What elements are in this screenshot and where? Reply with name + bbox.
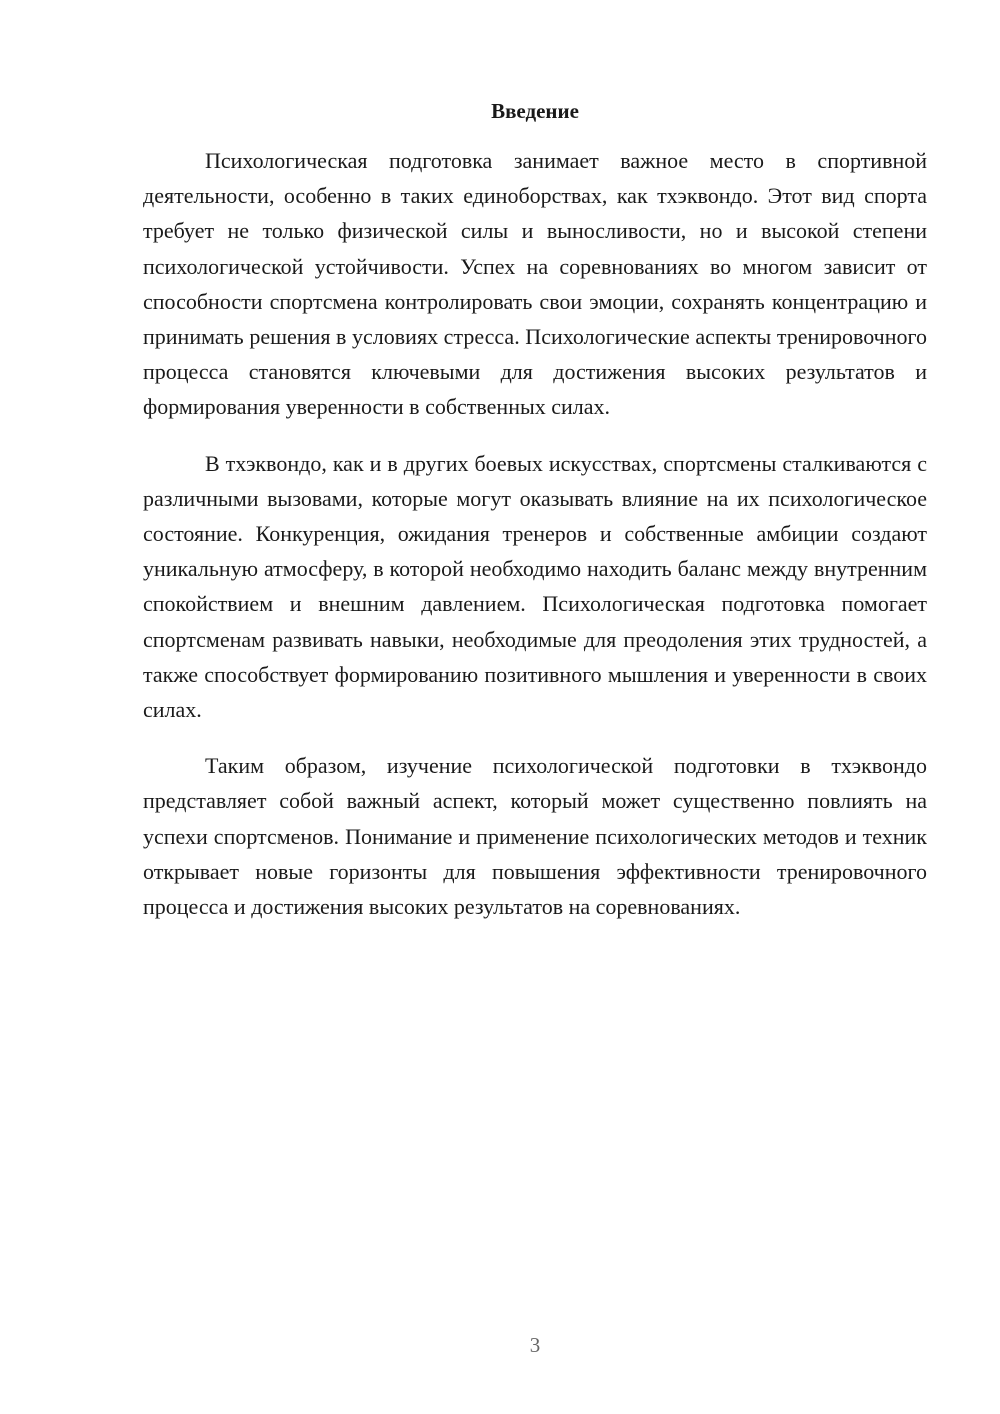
paragraph-1: Психологическая подготовка занимает важное место в спортивной деятельности, особенно в таких единоборствах, как тхэквондо. Этот вид спорта требует не только физической силы и выносливости, но и высокой степени психологической устойчивости. Успех на соревнованиях во многом зависит от способности спортсмена контролировать свои эмоции, сохранять концентрацию и принимать решения в условиях стресса. Психологические аспекты тренировочного процесса становятся ключевыми для достижения высоких результатов и формирования уверенности в собственных силах. [143,148,927,420]
document-body [143,143,927,945]
paragraph-2: В тхэквондо, как и в других боевых искусствах, спортсмены сталкиваются с различными вызовами, которые могут оказывать влияние на их психологическое состояние. Конкуренция, ожидания тренеров и собственные амбиции создают уникальную атмосферу, в которой необходимо находить баланс между внутренним спокойствием и внешним давлением. Психологическая подготовка помогает спортсменам развивать навыки, необходимые для преодоления этих трудностей, а также способствует формированию позитивного мышления и уверенности в своих силах. [143,450,927,723]
paragraph-3: Таким образом, изучение психологической подготовки в тхэквондо представляет собой важный аспект, который может существенно повлиять на успехи спортсменов. Понимание и применение психологических методов и техник открывает новые горизонты для повышения эффективности тренировочного процесса и достижения высоких результатов на соревнованиях. [143,753,927,920]
page-number: 3 [529,1333,541,1357]
page-title: Введение [491,99,579,123]
